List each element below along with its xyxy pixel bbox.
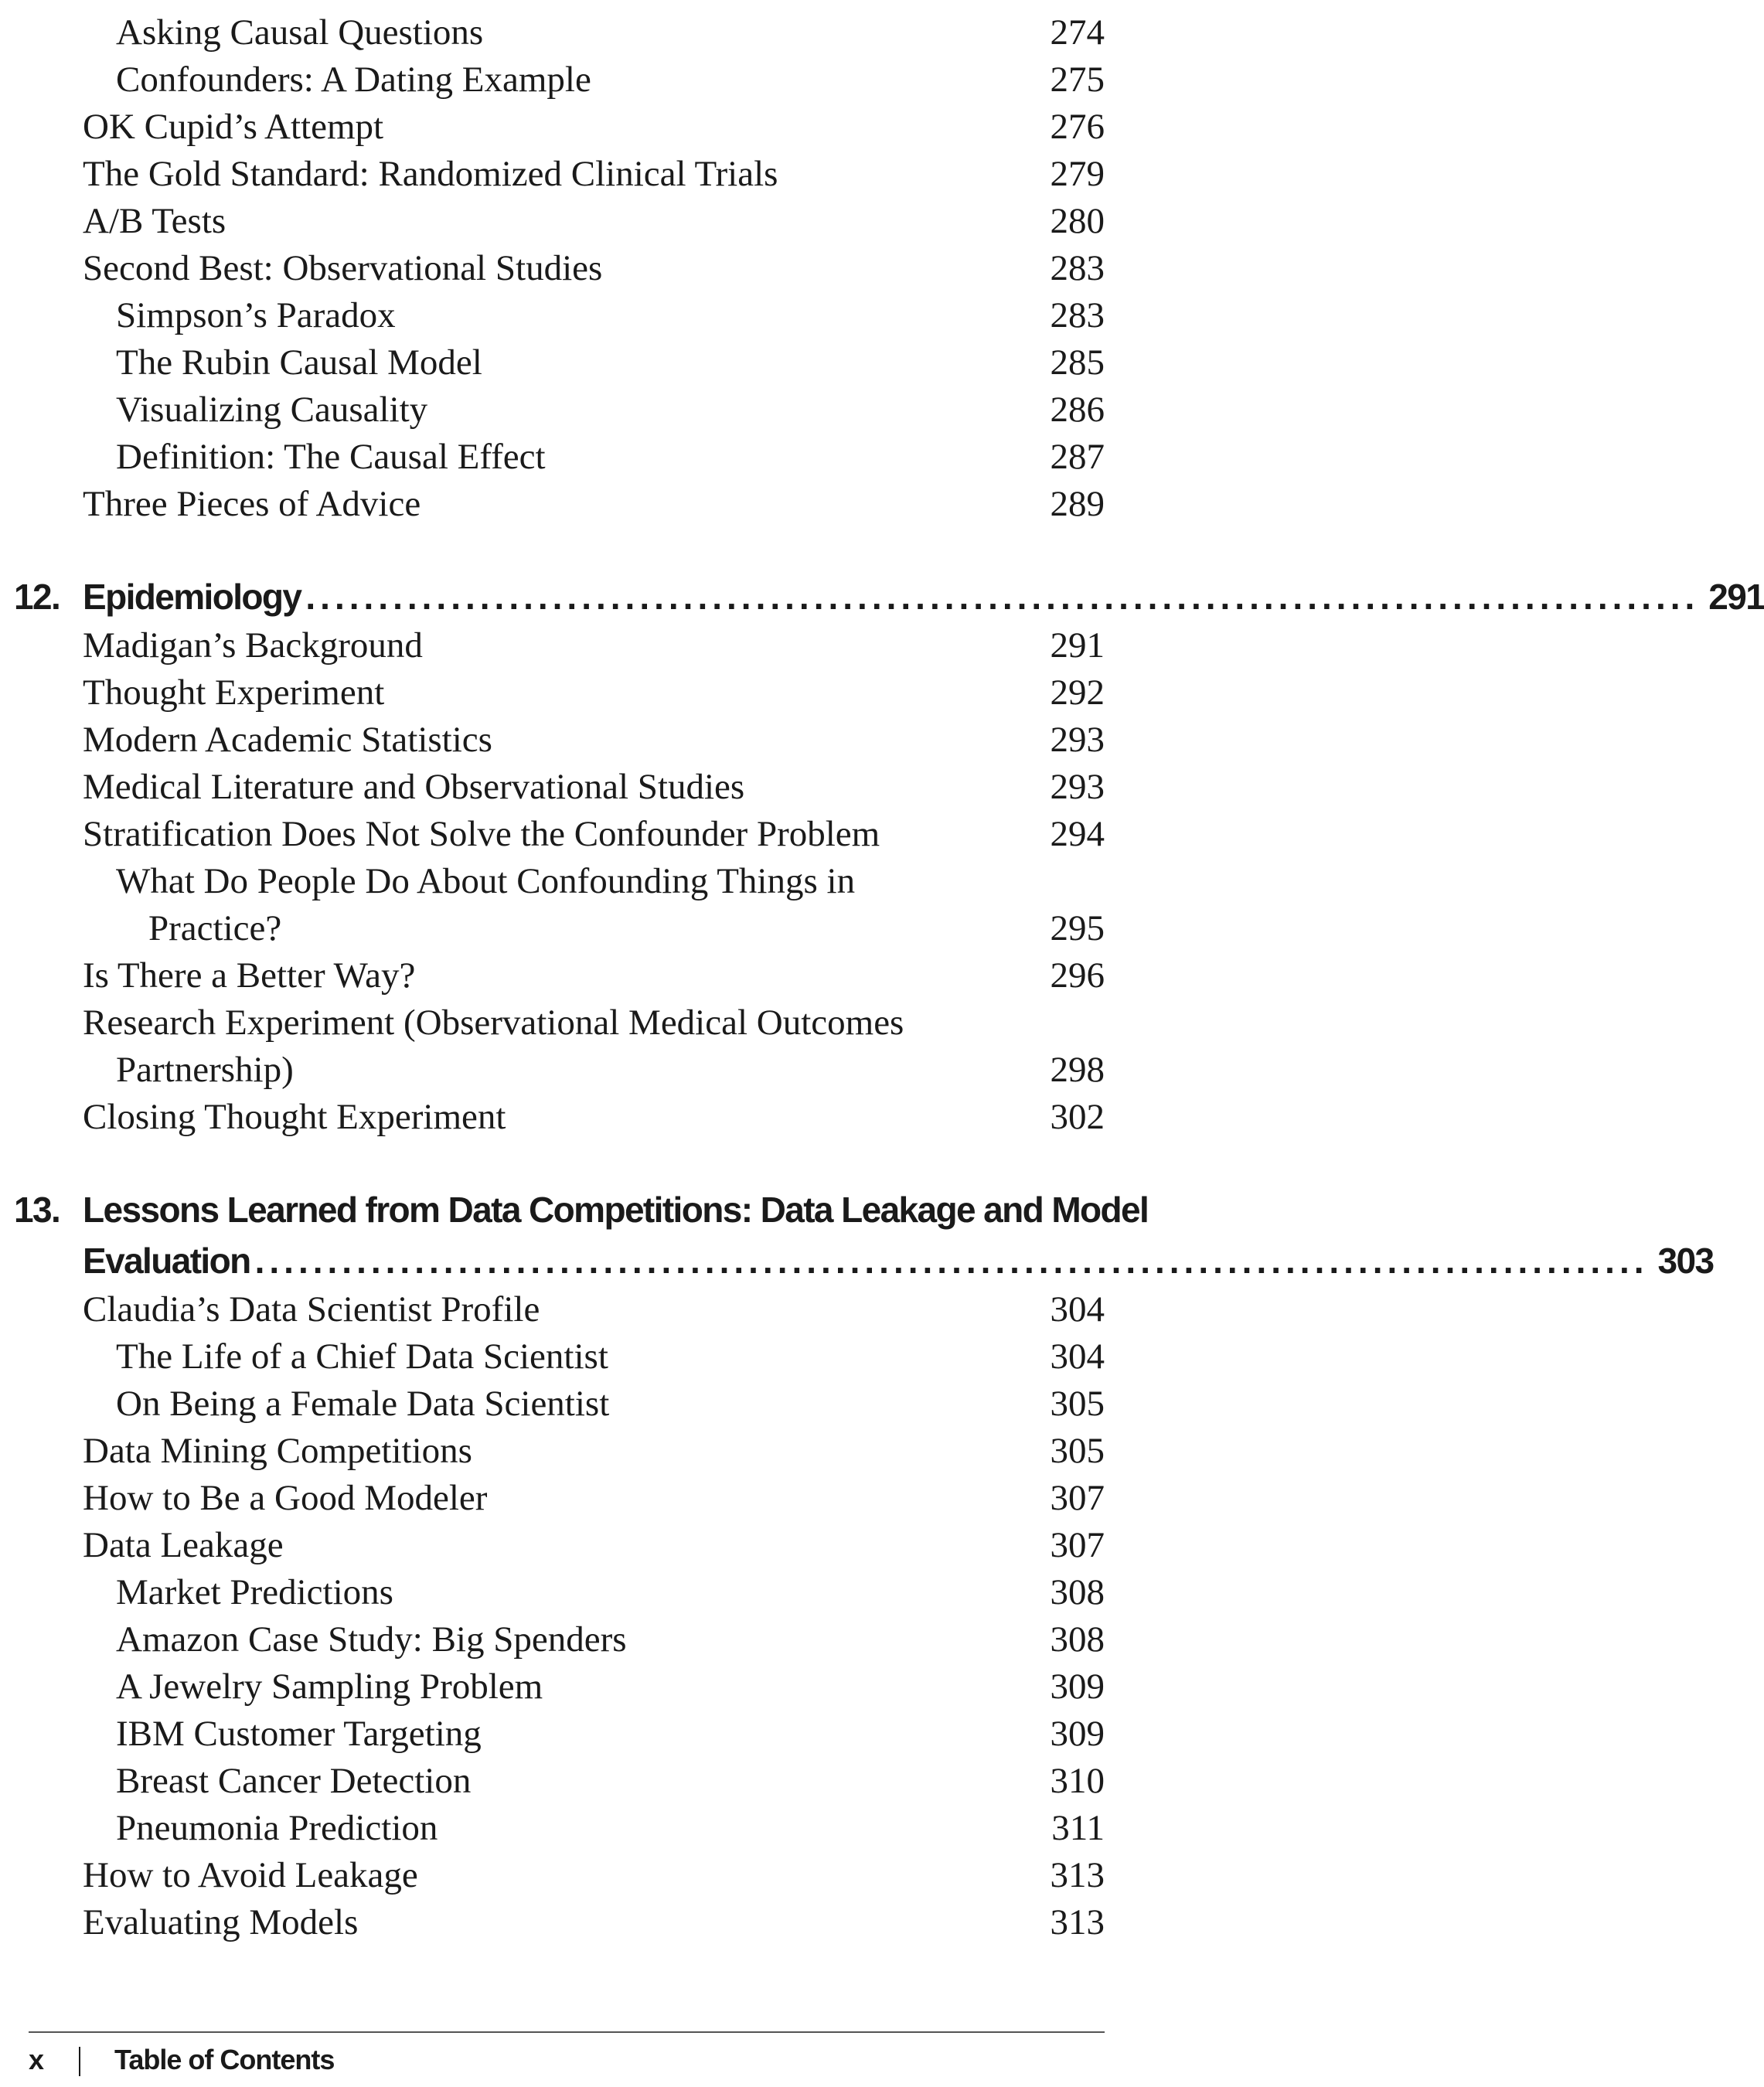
toc-entry-title: Definition: The Causal Effect	[116, 437, 546, 477]
footer-separator	[79, 2047, 80, 2076]
toc-entries-chapter-12	[0, 622, 1163, 1141]
toc-entry[interactable]	[0, 1852, 1163, 1899]
toc-entry[interactable]	[0, 999, 1163, 1047]
section-gap	[0, 528, 1163, 571]
toc-entry-page: 275	[1050, 60, 1105, 100]
toc-entry-title: Asking Causal Questions	[116, 12, 484, 53]
toc-entry[interactable]	[0, 952, 1163, 999]
toc-entry-page: 274	[1050, 12, 1105, 53]
toc-entry-page: 308	[1050, 1572, 1105, 1612]
toc-entry-title: Visualizing Causality	[116, 390, 428, 430]
toc-entry-title: IBM Customer Targeting	[116, 1714, 482, 1754]
chapter-number: 12.	[14, 577, 60, 617]
toc-entry-title: Amazon Case Study: Big Spenders	[116, 1619, 627, 1660]
toc-entry[interactable]	[0, 104, 1163, 151]
toc-entry-title: A/B Tests	[83, 201, 226, 241]
toc-entry[interactable]	[0, 9, 1163, 56]
toc-entry-page: 283	[1050, 295, 1105, 335]
footer-rule	[29, 2031, 1105, 2033]
toc-entry[interactable]	[0, 1522, 1163, 1569]
toc-entry-page: 307	[1050, 1525, 1105, 1565]
chapter-12-heading[interactable]	[0, 571, 1764, 622]
toc-entry[interactable]	[0, 1663, 1163, 1711]
toc-entry-page: 313	[1050, 1855, 1105, 1895]
toc-entry-page: 276	[1050, 107, 1105, 147]
toc-entry[interactable]	[0, 339, 1163, 386]
toc-entry[interactable]	[0, 1475, 1163, 1522]
toc-entry-title: OK Cupid’s Attempt	[83, 107, 384, 147]
toc-entry[interactable]	[0, 292, 1163, 339]
toc-entry-page: 304	[1050, 1336, 1105, 1377]
toc-entry[interactable]	[0, 481, 1163, 528]
chapter-13-heading[interactable]	[0, 1184, 1714, 1286]
chapter-title-line-1: Lessons Learned from Data Competitions: Data Leakage and Model	[83, 1190, 1149, 1230]
toc-entry[interactable]	[0, 1758, 1163, 1805]
toc-entry-page: 294	[1050, 814, 1105, 854]
toc-entry[interactable]	[0, 56, 1163, 104]
toc-entry-title: Three Pieces of Advice	[83, 484, 421, 524]
toc-entries-chapter-13	[0, 1286, 1163, 1946]
toc-entry-page: 285	[1050, 342, 1105, 383]
toc-entry-page: 304	[1050, 1289, 1105, 1329]
page-footer	[29, 2039, 334, 2081]
toc-entry-page: 279	[1050, 154, 1105, 194]
toc-entry-title: The Life of a Chief Data Scientist	[116, 1336, 608, 1377]
toc-entry-title: Data Mining Competitions	[83, 1431, 472, 1471]
toc-entry-page: 305	[1050, 1384, 1105, 1424]
toc-entry-title: Partnership)	[116, 1050, 294, 1090]
toc-entry-page: 310	[1050, 1761, 1105, 1801]
toc-entry-title: Data Leakage	[83, 1525, 284, 1565]
toc-entry-page: 309	[1050, 1667, 1105, 1707]
toc-entry-title: Closing Thought Experiment	[83, 1097, 506, 1137]
dot-leader: ................................................................................................	[254, 1241, 1649, 1281]
toc-entry-title: Breast Cancer Detection	[116, 1761, 472, 1801]
toc-entry-title: Medical Literature and Observational Studies	[83, 767, 745, 807]
toc-entry-title: A Jewelry Sampling Problem	[116, 1667, 543, 1707]
toc-entry[interactable]	[0, 669, 1163, 717]
toc-entry[interactable]	[0, 1805, 1163, 1852]
toc-entry-title: Market Predictions	[116, 1572, 393, 1612]
toc-entry[interactable]	[0, 717, 1163, 764]
section-gap	[0, 1141, 1163, 1184]
toc-entry-title: Research Experiment (Observational Medical Outcomes	[83, 1003, 904, 1043]
toc-entry-page: 305	[1050, 1431, 1105, 1471]
toc-entry-title: Pneumonia Prediction	[116, 1808, 438, 1848]
toc-entry-page: 289	[1050, 484, 1105, 524]
chapter-title: Epidemiology	[83, 577, 301, 617]
toc-entry-page: 302	[1050, 1097, 1105, 1137]
toc-entry-page: 293	[1050, 720, 1105, 760]
table-of-contents	[0, 9, 1764, 1946]
toc-entry-page: 283	[1050, 248, 1105, 288]
toc-entry-title: Is There a Better Way?	[83, 955, 416, 996]
toc-entry[interactable]	[0, 1333, 1163, 1381]
toc-entry-page: 286	[1050, 390, 1105, 430]
footer-section-title: Table of Contents	[114, 2044, 335, 2075]
chapter-title-line-2: Evaluation	[83, 1241, 250, 1281]
toc-entry-page: 313	[1050, 1902, 1105, 1942]
chapter-page-number: 303	[1657, 1241, 1714, 1281]
toc-entry[interactable]	[0, 1381, 1163, 1428]
toc-entry-page: 311	[1051, 1808, 1105, 1848]
toc-entry[interactable]	[0, 151, 1163, 198]
toc-entry[interactable]	[0, 905, 1163, 952]
toc-entry[interactable]	[0, 245, 1163, 292]
toc-entry-page: 280	[1050, 201, 1105, 241]
toc-entry-title: Practice?	[148, 908, 282, 948]
toc-entry-page: 309	[1050, 1714, 1105, 1754]
toc-entry[interactable]	[0, 386, 1163, 434]
toc-entry[interactable]	[0, 434, 1163, 481]
toc-entry-title: Simpson’s Paradox	[116, 295, 396, 335]
toc-entry-title: Madigan’s Background	[83, 625, 423, 666]
toc-entry[interactable]	[0, 1428, 1163, 1475]
toc-entry-title: The Gold Standard: Randomized Clinical Trials	[83, 154, 778, 194]
toc-entry-page: 296	[1050, 955, 1105, 996]
toc-entry-title: Confounders: A Dating Example	[116, 60, 591, 100]
toc-entry-title: What Do People Do About Confounding Things in	[116, 861, 856, 901]
toc-entry[interactable]	[0, 1047, 1163, 1094]
toc-entry[interactable]	[0, 622, 1163, 669]
toc-entry[interactable]	[0, 764, 1163, 811]
toc-entry-title: Evaluating Models	[83, 1902, 359, 1942]
toc-entry-page: 298	[1050, 1050, 1105, 1090]
toc-entry-title: Second Best: Observational Studies	[83, 248, 603, 288]
toc-entry[interactable]	[0, 198, 1163, 245]
toc-entry-page: 291	[1050, 625, 1105, 666]
toc-entry[interactable]	[0, 858, 1163, 905]
toc-entry-page: 307	[1050, 1478, 1105, 1518]
toc-entry-page: 308	[1050, 1619, 1105, 1660]
chapter-page-number: 291	[1708, 577, 1764, 617]
toc-entry-title: Modern Academic Statistics	[83, 720, 492, 760]
toc-entry-title: The Rubin Causal Model	[116, 342, 482, 383]
toc-entry-page: 293	[1050, 767, 1105, 807]
dot-leader: ................................................................................................	[305, 577, 1700, 617]
chapter-number: 13.	[14, 1190, 60, 1230]
toc-entry-page: 287	[1050, 437, 1105, 477]
toc-entry-page: 292	[1050, 672, 1105, 713]
toc-entry[interactable]	[0, 1286, 1163, 1333]
toc-entry-page: 295	[1050, 908, 1105, 948]
toc-entry-title: How to Avoid Leakage	[83, 1855, 418, 1895]
toc-entry[interactable]	[0, 811, 1163, 858]
toc-entries-chapter-11	[0, 9, 1163, 528]
toc-entry[interactable]	[0, 1094, 1163, 1141]
toc-entry[interactable]	[0, 1616, 1163, 1663]
toc-entry[interactable]	[0, 1711, 1163, 1758]
toc-entry-title: Claudia’s Data Scientist Profile	[83, 1289, 540, 1329]
footer-page-number: x	[29, 2044, 44, 2075]
toc-entry[interactable]	[0, 1569, 1163, 1616]
toc-entry-title: Thought Experiment	[83, 672, 385, 713]
toc-entry-title: How to Be a Good Modeler	[83, 1478, 488, 1518]
toc-entry-title: Stratification Does Not Solve the Confounder Problem	[83, 814, 880, 854]
toc-entry[interactable]	[0, 1899, 1163, 1946]
toc-entry-title: On Being a Female Data Scientist	[116, 1384, 610, 1424]
